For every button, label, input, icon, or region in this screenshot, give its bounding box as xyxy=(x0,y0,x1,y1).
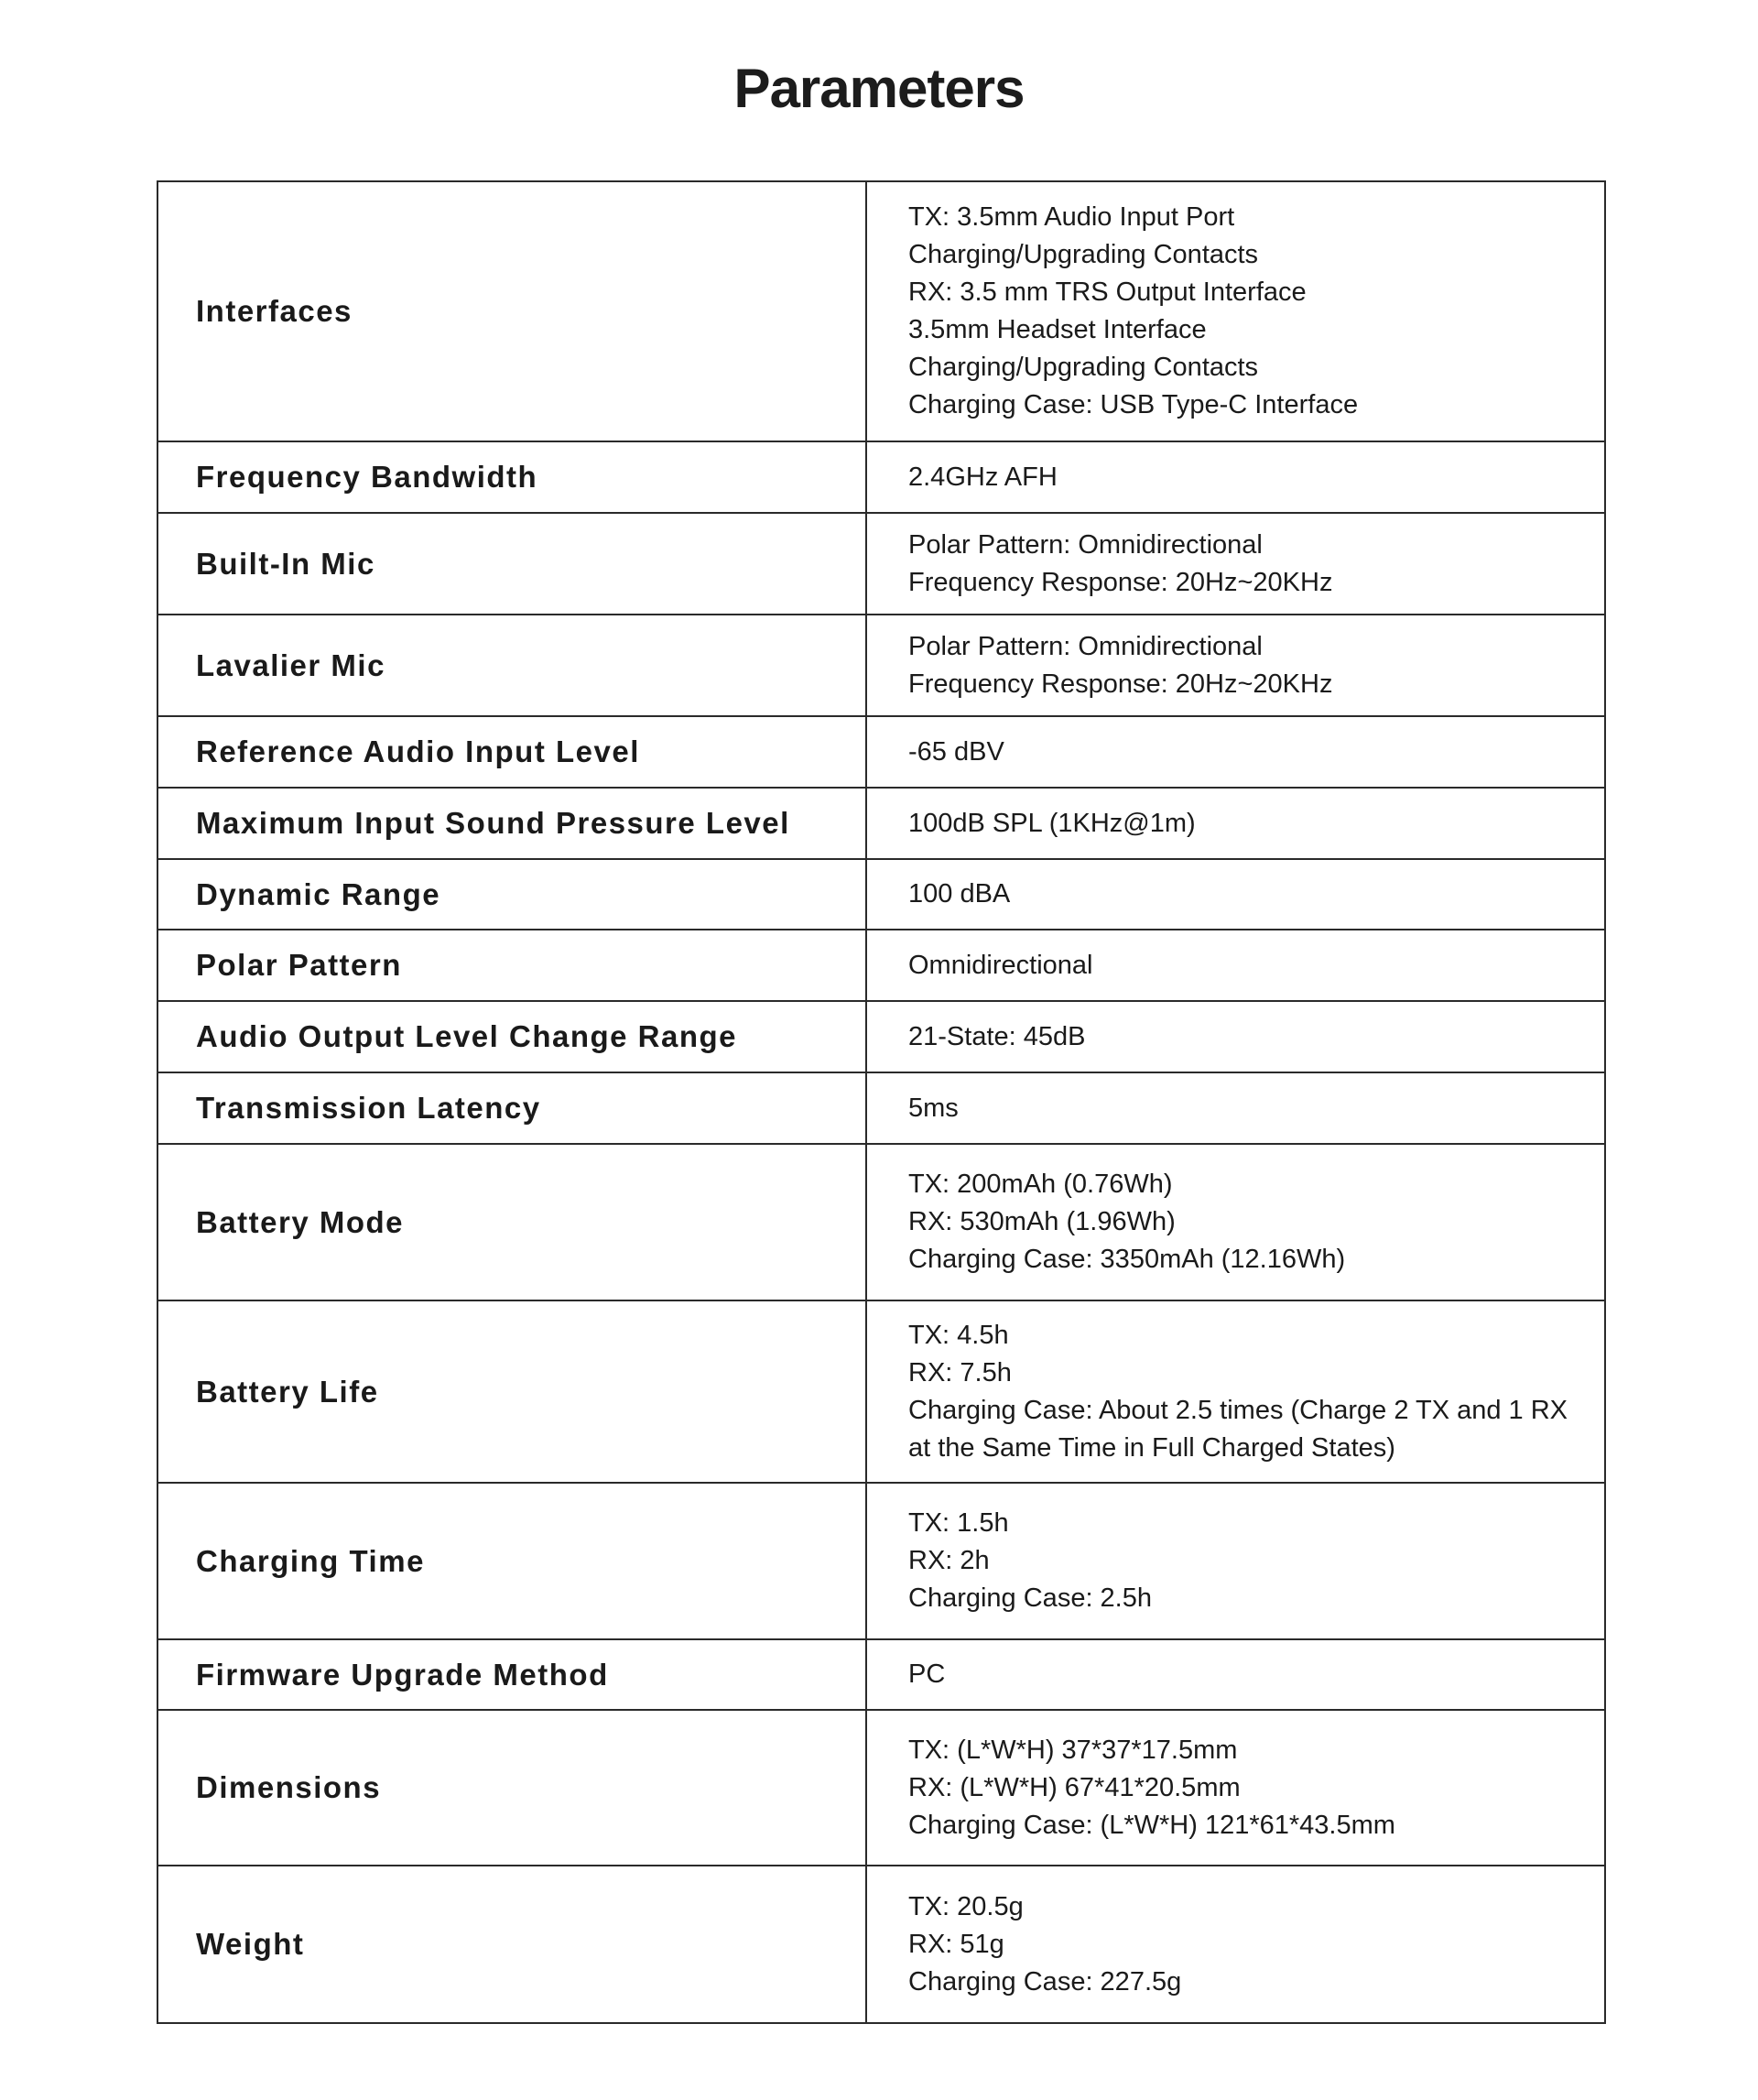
parameter-value xyxy=(866,1300,1605,1483)
value-line: Polar Pattern: Omnidirectional xyxy=(908,631,1263,661)
value-line: Frequency Response: 20Hz~20KHz xyxy=(908,567,1333,597)
value-line: 100dB SPL (1KHz@1m) xyxy=(908,808,1196,838)
value-line: Charging Case: (L*W*H) 121*61*43.5mm xyxy=(908,1810,1395,1840)
parameter-label: Built-In Mic xyxy=(157,513,866,615)
parameter-label: Frequency Bandwidth xyxy=(157,441,866,513)
table-row xyxy=(157,1710,1605,1866)
table-row xyxy=(157,181,1605,441)
parameter-value xyxy=(866,615,1605,716)
value-line: 21-State: 45dB xyxy=(908,1021,1086,1051)
value-line: Frequency Response: 20Hz~20KHz xyxy=(908,669,1333,699)
parameter-value xyxy=(866,930,1605,1001)
table-row xyxy=(157,788,1605,859)
table-row xyxy=(157,615,1605,716)
table-row xyxy=(157,1866,1605,2023)
value-line: RX: 51g xyxy=(908,1929,1004,1959)
value-line: Charging Case: 2.5h xyxy=(908,1583,1152,1613)
parameter-label: Battery Life xyxy=(157,1300,866,1483)
parameter-value xyxy=(866,1710,1605,1866)
table-row xyxy=(157,930,1605,1001)
table-row xyxy=(157,1300,1605,1483)
parameter-label: Lavalier Mic xyxy=(157,615,866,716)
parameter-label: Dynamic Range xyxy=(157,859,866,930)
table-row xyxy=(157,859,1605,930)
parameter-label: Battery Mode xyxy=(157,1144,866,1300)
value-line: TX: 1.5h xyxy=(908,1508,1009,1538)
table-row xyxy=(157,441,1605,513)
value-line: Polar Pattern: Omnidirectional xyxy=(908,529,1263,560)
value-line: TX: (L*W*H) 37*37*17.5mm xyxy=(908,1735,1238,1765)
value-line: TX: 200mAh (0.76Wh) xyxy=(908,1170,1173,1199)
value-line: RX: 530mAh (1.96Wh) xyxy=(908,1207,1176,1236)
parameter-label: Charging Time xyxy=(157,1483,866,1639)
value-line: RX: 3.5 mm TRS Output Interface xyxy=(908,277,1307,307)
value-line: Charging Case: USB Type-C Interface xyxy=(908,390,1359,419)
parameter-label: Firmware Upgrade Method xyxy=(157,1639,866,1710)
parameters-table xyxy=(157,180,1606,2024)
parameter-value xyxy=(866,1483,1605,1639)
table-row xyxy=(157,1483,1605,1639)
parameter-value xyxy=(866,788,1605,859)
value-line: Charging Case: 227.5g xyxy=(908,1966,1182,1997)
parameter-label: Reference Audio Input Level xyxy=(157,716,866,788)
page-title: Parameters xyxy=(733,58,1025,119)
table-row xyxy=(157,1001,1605,1072)
parameter-value xyxy=(866,181,1605,441)
value-line: TX: 20.5g xyxy=(908,1891,1024,1921)
parameter-value xyxy=(866,1144,1605,1300)
value-line: Charging Case: About 2.5 times (Charge 2 TX and 1 RX xyxy=(908,1395,1568,1425)
parameter-label: Interfaces xyxy=(157,181,866,441)
parameter-label: Maximum Input Sound Pressure Level xyxy=(157,788,866,859)
value-line: at the Same Time in Full Charged States) xyxy=(908,1432,1395,1463)
parameter-value xyxy=(866,1072,1605,1144)
table-row xyxy=(157,513,1605,615)
value-line: PC xyxy=(908,1659,946,1689)
value-line: Charging/Upgrading Contacts xyxy=(908,353,1259,382)
value-line: RX: 2h xyxy=(908,1546,990,1575)
value-line: RX: 7.5h xyxy=(908,1357,1012,1387)
value-line: Charging Case: 3350mAh (12.16Wh) xyxy=(908,1245,1346,1274)
value-line: 5ms xyxy=(908,1093,959,1123)
parameter-value xyxy=(866,1001,1605,1072)
value-line: RX: (L*W*H) 67*41*20.5mm xyxy=(908,1772,1241,1802)
value-line: TX: 3.5mm Audio Input Port xyxy=(908,202,1235,232)
table-row xyxy=(157,716,1605,788)
parameter-value xyxy=(866,513,1605,615)
parameter-value xyxy=(866,441,1605,513)
parameter-label: Transmission Latency xyxy=(157,1072,866,1144)
value-line: 2.4GHz AFH xyxy=(908,462,1058,492)
parameter-label: Dimensions xyxy=(157,1710,866,1866)
value-line: 100 dBA xyxy=(908,879,1011,909)
parameter-value xyxy=(866,716,1605,788)
parameter-label: Audio Output Level Change Range xyxy=(157,1001,866,1072)
value-line: TX: 4.5h xyxy=(908,1320,1009,1350)
parameter-value xyxy=(866,1866,1605,2023)
value-line: Charging/Upgrading Contacts xyxy=(908,240,1259,269)
parameter-label: Weight xyxy=(157,1866,866,2023)
table-row xyxy=(157,1639,1605,1710)
parameter-label: Polar Pattern xyxy=(157,930,866,1001)
parameter-value xyxy=(866,1639,1605,1710)
value-line: -65 dBV xyxy=(908,736,1004,767)
parameter-value xyxy=(866,859,1605,930)
value-line: Omnidirectional xyxy=(908,950,1093,980)
table-row xyxy=(157,1144,1605,1300)
value-line: 3.5mm Headset Interface xyxy=(908,315,1207,344)
table-row xyxy=(157,1072,1605,1144)
